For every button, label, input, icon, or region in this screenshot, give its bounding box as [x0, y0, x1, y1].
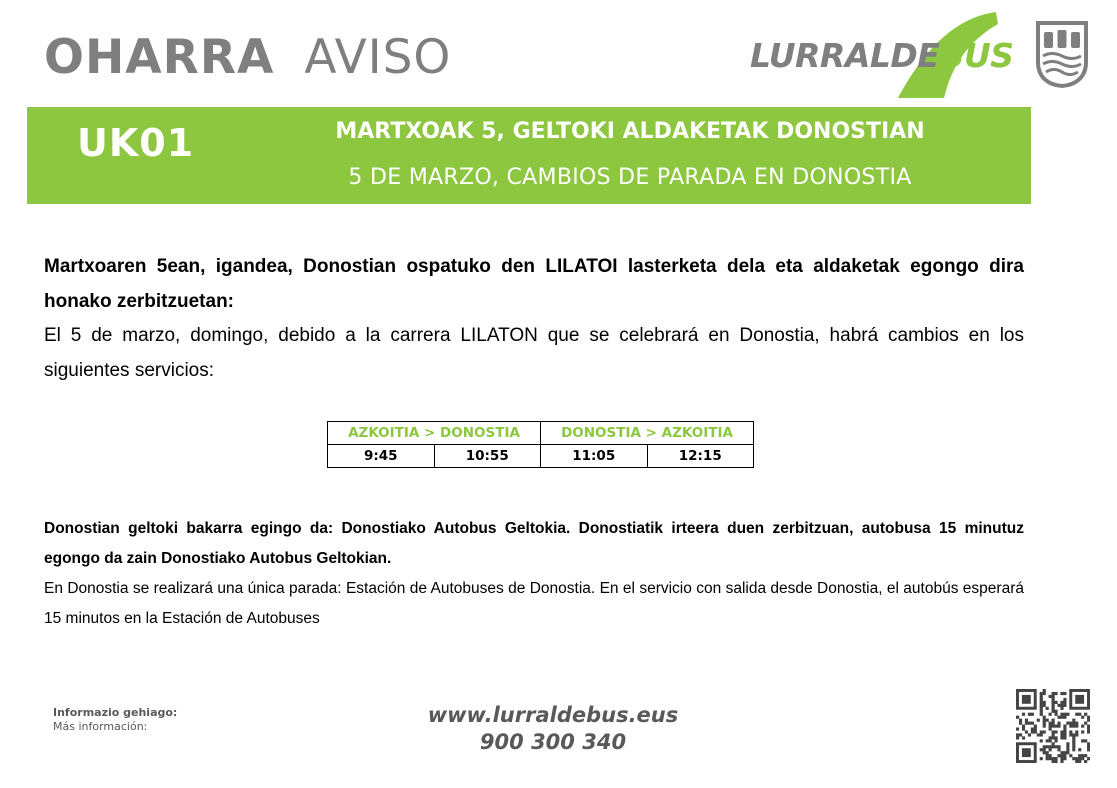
- gipuzkoa-coat-of-arms-icon: [1035, 20, 1089, 88]
- website-link[interactable]: www.lurraldebus.eus: [427, 703, 679, 727]
- more-info-spanish: Más información:: [53, 720, 148, 733]
- more-info-basque: Informazio gehiago:: [53, 706, 178, 719]
- title-spanish: AVISO: [304, 30, 452, 85]
- banner-heading-basque: MARTXOAK 5, GELTOKI ALDAKETAK DONOSTIAN: [335, 119, 925, 144]
- stop-change-note: [44, 514, 1024, 634]
- schedule-times-row: [328, 445, 754, 468]
- qr-code-icon: [1016, 689, 1090, 763]
- title-basque: OHARRA: [44, 30, 275, 85]
- contact-info: [390, 702, 716, 756]
- route-header-donostia-azkoitia: DONOSTIA > AZKOITIA: [541, 422, 754, 445]
- departure-time: 10:55: [434, 445, 541, 468]
- note-spanish: En Donostia se realizará una única parada: Estación de Autobuses de Donostia. En el servicio con salida desde Donostia, el autobús esperará 15 minutos en la Estación de Autobuses: [44, 580, 1024, 627]
- note-basque: Donostian geltoki bakarra egingo da: Donostiako Autobus Geltokia. Donostiatik irteera duen zerbitzuan, autobusa 15 minutuz egongo da zain Donostiako Autobus Geltokian.: [44, 520, 1024, 567]
- more-info-label: [53, 706, 177, 734]
- departure-time: 12:15: [647, 445, 754, 468]
- intro-basque: Martxoaren 5ean, igandea, Donostian ospatuko den LILATOI lasterketa dela eta aldaketak egongo dira honako zerbitzuetan:: [44, 256, 1024, 312]
- schedule-table: [327, 421, 754, 468]
- lurraldebus-logo: [748, 12, 1014, 98]
- intro-spanish: El 5 de marzo, domingo, debido a la carrera LILATON que se celebrará en Donostia, habrá cambios en los siguientes servicios:: [44, 325, 1024, 381]
- departure-time: 11:05: [541, 445, 648, 468]
- route-header-azkoitia-donostia: AZKOITIA > DONOSTIA: [328, 422, 541, 445]
- intro-text: [44, 250, 1024, 388]
- schedule-header-row: [328, 422, 754, 445]
- route-code: UK01: [77, 121, 195, 165]
- notice-banner: [27, 107, 1031, 204]
- logo-text-lurralde: LURRALDE: [750, 36, 940, 75]
- phone-number: 900 300 340: [479, 730, 627, 754]
- banner-heading-spanish: 5 DE MARZO, CAMBIOS DE PARADA EN DONOSTIA: [348, 165, 912, 190]
- notice-title: [44, 30, 451, 85]
- departure-time: 9:45: [328, 445, 435, 468]
- logo-wordmark: [750, 36, 1014, 75]
- logo-text-bus: BUS: [939, 36, 1014, 75]
